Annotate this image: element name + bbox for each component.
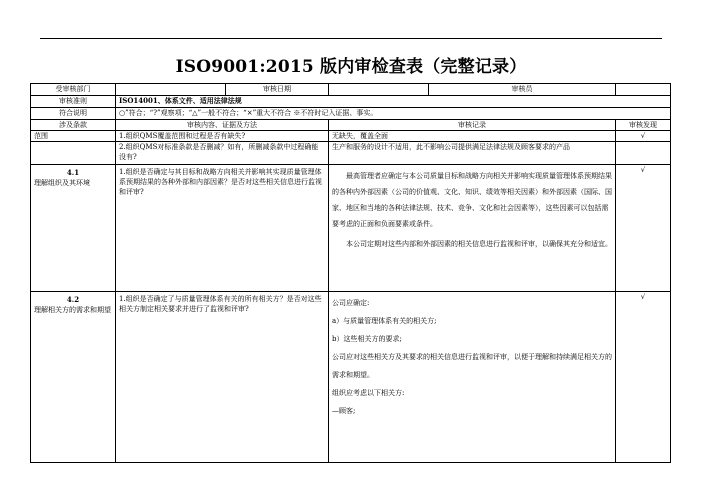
auditor-value — [616, 84, 671, 96]
record-line: 组织应考虑以下相关方: — [332, 389, 405, 397]
page-title: ISO9001:2015 版内审检查表（完整记录） — [175, 57, 527, 77]
rule-label: 符合说明 — [31, 108, 116, 120]
auditor-label: 审核员 — [429, 84, 616, 96]
content-cell — [116, 292, 329, 463]
finding-cell: √ — [616, 165, 671, 292]
record-paragraph: 本公司定期对这些内部和外部因素的相关信息进行监视和评审，以确保其充分和适宜。 — [346, 240, 612, 248]
record-cell: 无缺失，覆盖全面 — [329, 131, 616, 142]
question-text: 1.组织是否确定与其目标和战略方向相关并影响其实现质量管理体系预期结果的各种外部和内部因素？是否对这些相关信息进行监视和评审? — [119, 168, 322, 196]
clause-cell: 范围 — [31, 131, 116, 142]
table-row — [31, 131, 671, 142]
standard-label: 审核准则 — [31, 96, 116, 108]
finding-cell — [616, 142, 671, 165]
record-cell: 生产和服务的设计不适用，此不影响公司提供满足法律法规及顾客要求的产品 — [329, 142, 616, 165]
header-row — [31, 84, 671, 96]
standard-row — [31, 96, 671, 108]
col-finding: 审核发现 — [616, 120, 671, 131]
dept-label: 受审核部门 — [31, 84, 116, 96]
clause-title: 理解相关方的需求和期望 — [34, 306, 111, 314]
column-header-row — [31, 120, 671, 131]
rule-value: ○”符合；“?”观察项；“△”一般不符合；“×”重大不符合 ※不符时记入证据、事实。 — [116, 108, 671, 120]
content-cell: 1.组织QMS覆盖范围和过程是否有缺失? — [116, 131, 329, 142]
date-label: 审核日期 — [226, 84, 329, 96]
clause-cell — [31, 142, 116, 165]
record-cell — [329, 292, 616, 463]
dept-value — [116, 84, 226, 96]
finding-cell: √ — [616, 292, 671, 463]
record-line: —顾客; — [332, 407, 356, 415]
audit-checklist-table — [30, 83, 671, 463]
clause-number: 4.1 — [66, 168, 80, 177]
table-row — [31, 292, 671, 463]
record-line: 公司应确定: — [332, 299, 370, 307]
question-text: 1.组织是否确定了与质量管理体系有关的所有相关方？是否对这些相关方制定相关要求并进行了监视和评审? — [119, 295, 322, 313]
record-line: b）这些相关方的要求; — [332, 335, 402, 343]
col-content: 审核内容、证据及方法 — [116, 120, 329, 131]
record-line: 公司应对这些相关方及其要求的相关信息进行监视和评审，以便于理解和持续满足相关方的需求和期望。 — [332, 353, 612, 379]
standard-value: ISO14001、体系文件、适用法律法规 — [116, 96, 671, 108]
clause-cell — [31, 165, 116, 292]
col-clause: 涉及条款 — [31, 120, 116, 131]
clause-number: 4.2 — [66, 295, 80, 304]
table-row — [31, 142, 671, 165]
clause-cell — [31, 292, 116, 463]
date-value — [329, 84, 429, 96]
record-cell — [329, 165, 616, 292]
content-cell: 2.组织QMS对标准条款是否删减？如有，所删减条款中过程确能没有? — [116, 142, 329, 165]
record-line: a）与质量管理体系有关的相关方; — [332, 317, 437, 325]
clause-title: 理解组织及其环境 — [34, 179, 90, 187]
top-rule — [40, 38, 662, 39]
col-record: 审核记录 — [329, 120, 616, 131]
finding-cell: √ — [616, 131, 671, 142]
table-row — [31, 165, 671, 292]
content-cell — [116, 165, 329, 292]
rule-row — [31, 108, 671, 120]
record-paragraph: 最高管理者应确定与本公司质量目标和战略方向相关并影响实现质量管理体系预期结果的各种内外部因素（公司的价值观、文化、知识、绩效等相关因素）和外部因素（国际、国家、地区和当地的各种法律法规、技术、竞争、文化和社会因素等），这些因素可以包括需要考虑的正面和负面要素或条件。 — [332, 172, 612, 228]
